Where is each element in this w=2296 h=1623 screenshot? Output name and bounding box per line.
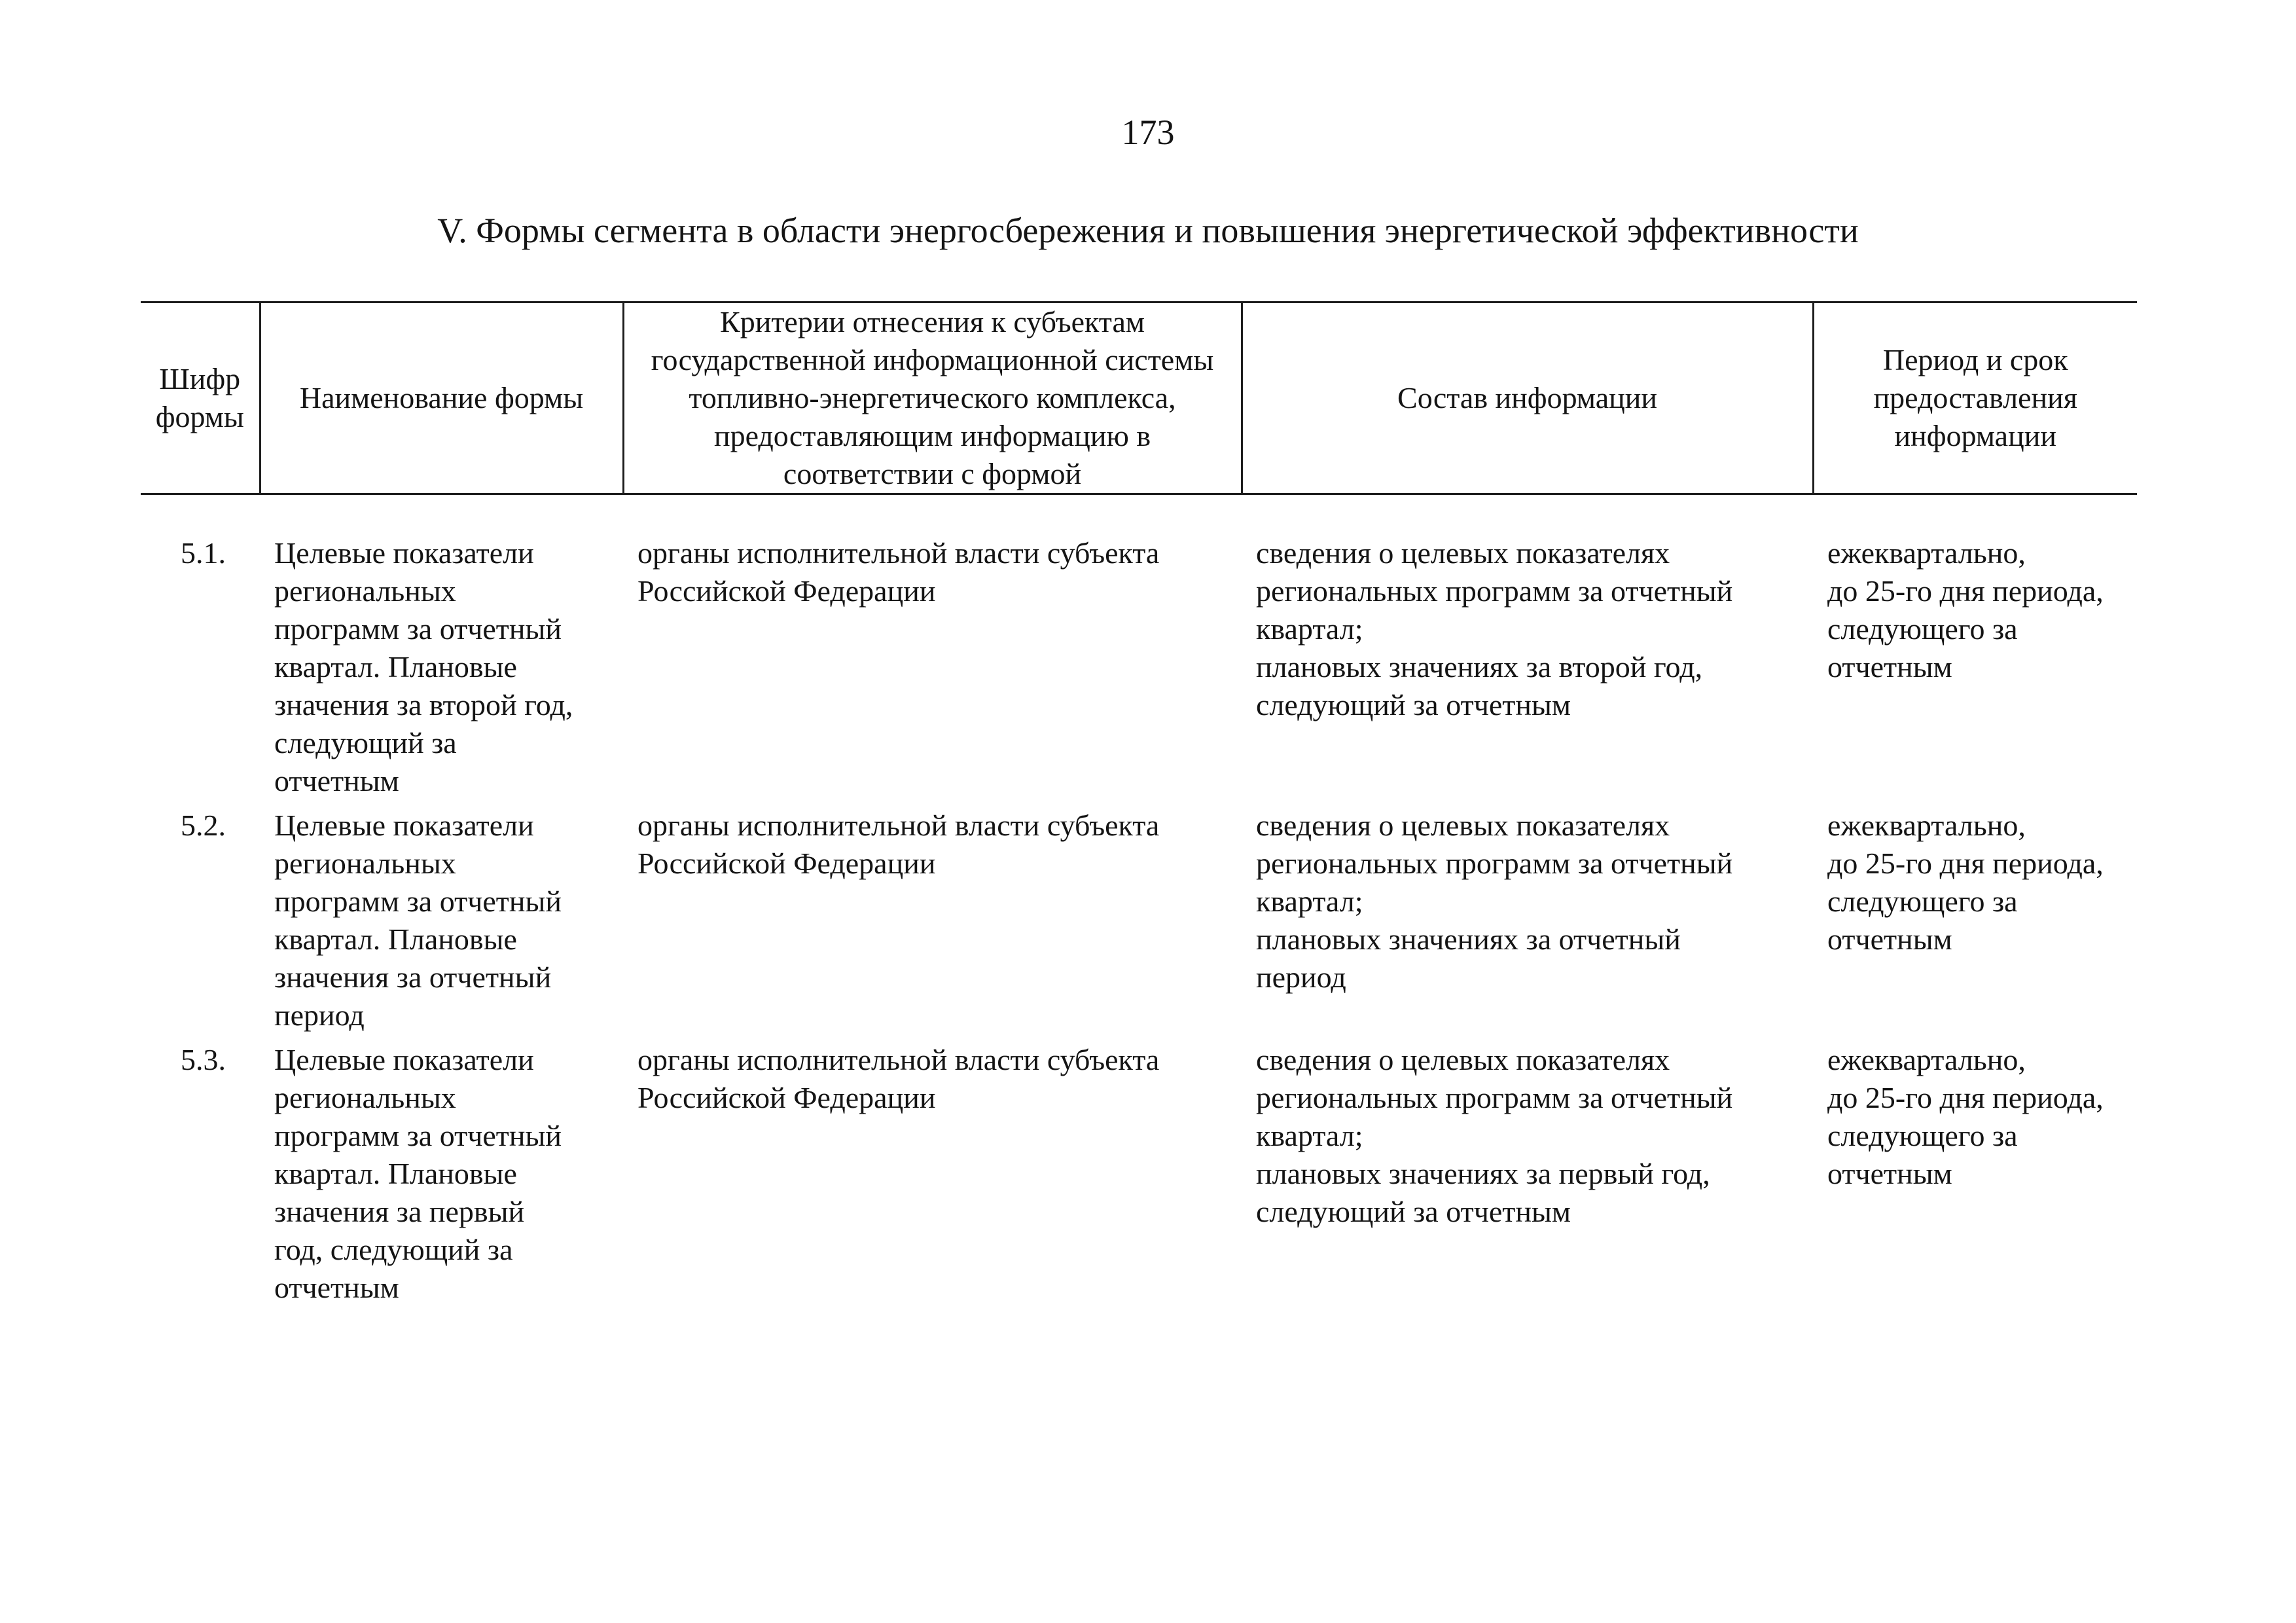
criteria-cell: органы исполнительной власти субъекта Российской Федерации — [637, 1043, 1160, 1114]
table-row — [141, 534, 2137, 807]
forms-table — [141, 301, 2137, 1313]
table-header — [141, 302, 2137, 494]
header-criteria: Критерии отнесения к субъектам государственной информационной системы топливно-энергетического комплекса, предоставляющим информацию в соответствии с формой — [623, 302, 1242, 494]
period-cell: ежеквартально, до 25-го дня периода, следующего за отчетным — [1827, 809, 2104, 956]
criteria-cell: органы исполнительной власти субъекта Российской Федерации — [637, 536, 1160, 608]
table-row — [141, 1041, 2137, 1313]
spacer-cell — [141, 494, 2137, 535]
table-body — [141, 494, 2137, 1314]
form-name-cell: Целевые показатели региональных программ за отчетный квартал. Плановые значения за первый год, следующий за отчетным — [274, 1043, 562, 1304]
page-number: 173 — [1121, 113, 1175, 152]
table-row — [141, 807, 2137, 1041]
composition-cell: сведения о целевых показателях региональных программ за отчетный квартал; плановых значениях за второй год, следующий за отчетным — [1256, 536, 1733, 721]
form-code-cell: 5.1. — [181, 536, 226, 570]
period-cell: ежеквартально, до 25-го дня периода, следующего за отчетным — [1827, 536, 2104, 684]
form-code-cell: 5.2. — [181, 809, 226, 842]
period-cell: ежеквартально, до 25-го дня периода, следующего за отчетным — [1827, 1043, 2104, 1190]
criteria-cell: органы исполнительной власти субъекта Российской Федерации — [637, 809, 1160, 880]
form-name-cell: Целевые показатели региональных программ за отчетный квартал. Плановые значения за второй год, следующий за отчетным — [274, 536, 573, 797]
header-composition: Состав информации — [1242, 302, 1813, 494]
form-name-cell: Целевые показатели региональных программ за отчетный квартал. Плановые значения за отчетный период — [274, 809, 562, 1032]
header-row — [141, 302, 2137, 494]
section-title: V. Формы сегмента в области энергосбережения и повышения энергетической эффективности — [437, 211, 1859, 250]
composition-cell: сведения о целевых показателях региональных программ за отчетный квартал; плановых значениях за отчетный период — [1256, 809, 1733, 994]
header-period: Период и срок предоставления информации — [1813, 302, 2137, 494]
header-form-code: Шифр формы — [141, 302, 260, 494]
form-code-cell: 5.3. — [181, 1043, 226, 1076]
header-spacer — [141, 494, 2137, 535]
composition-cell: сведения о целевых показателях региональных программ за отчетный квартал; плановых значениях за первый год, следующий за отчетным — [1256, 1043, 1733, 1228]
header-form-name: Наименование формы — [260, 302, 623, 494]
